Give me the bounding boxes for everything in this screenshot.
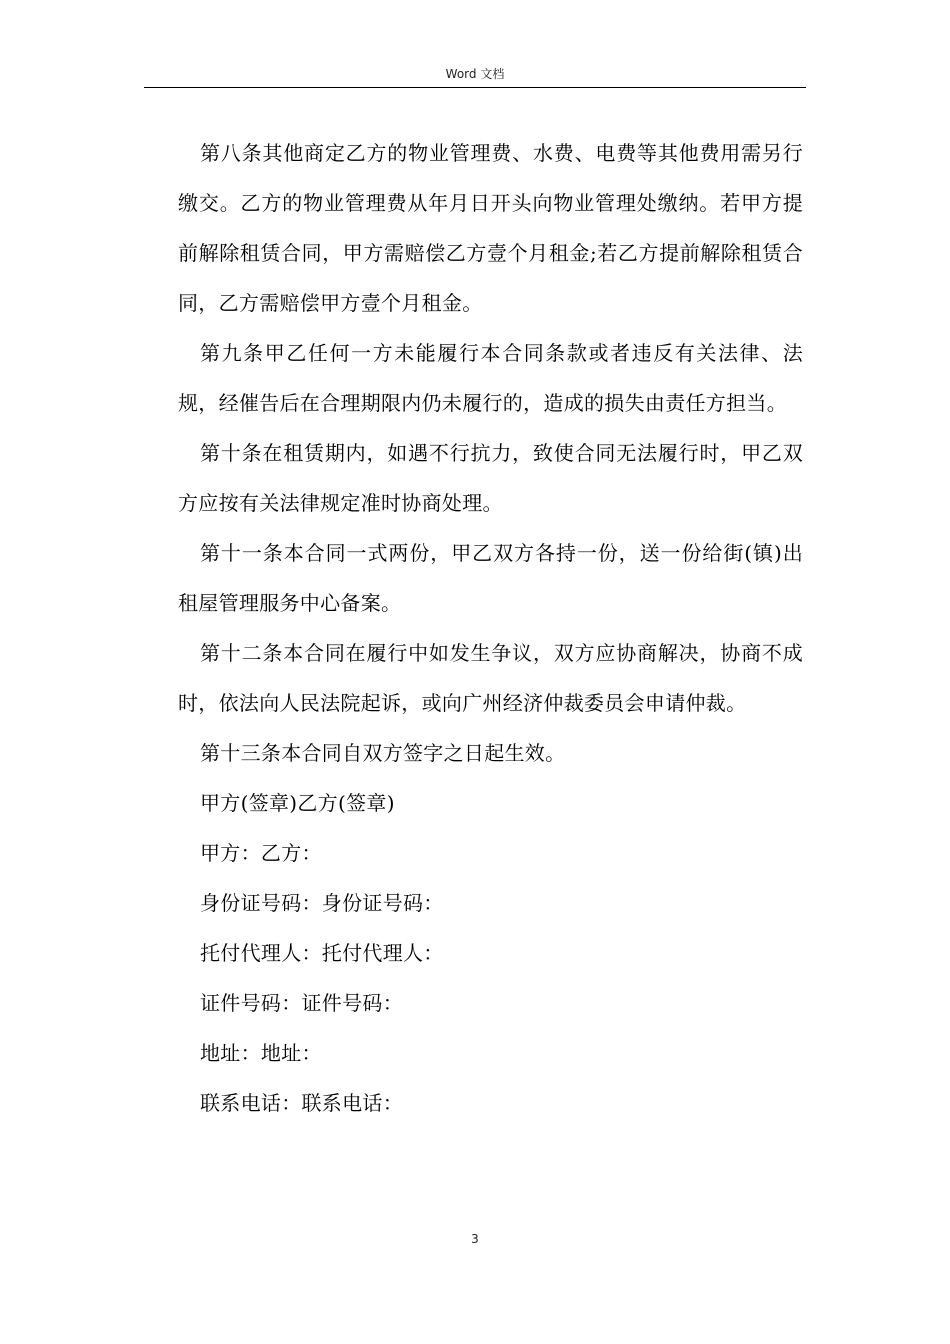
document-body [178, 128, 803, 1128]
page-number: 3 [471, 1232, 479, 1246]
page-header: Word 文档 [445, 67, 505, 81]
id-number-line: 身份证号码：身份证号码： [200, 891, 444, 915]
paragraph-article-10: 第十条在租赁期内，如遇不行抗力，致使合同无法履行时，甲乙双方应按有关法律规定准时协商处理。 [178, 441, 803, 515]
agent-line: 托付代理人：托付代理人： [200, 941, 444, 965]
certificate-number-line: 证件号码：证件号码： [200, 991, 403, 1015]
paragraph-article-11: 第十一条本合同一式两份，甲乙双方各持一份，送一份给街(镇)出租屋管理服务中心备案。 [178, 541, 803, 615]
paragraph-article-12: 第十二条本合同在履行中如发生争议，双方应协商解决，协商不成时，依法向人民法院起诉，或向广州经济仲裁委员会申请仲裁。 [178, 641, 803, 715]
paragraph-article-13: 第十三条本合同自双方签字之日起生效。 [200, 741, 566, 765]
header-divider [144, 87, 806, 88]
paragraph-article-9: 第九条甲乙任何一方未能履行本合同条款或者违反有关法律、法规，经催告后在合理期限内仍未履行的，造成的损失由责任方担当。 [178, 341, 803, 415]
address-line: 地址：地址： [200, 1041, 322, 1065]
phone-line: 联系电话：联系电话： [200, 1091, 403, 1115]
signature-line: 甲方(签章)乙方(签章) [200, 791, 395, 815]
paragraph-article-8: 第八条其他商定乙方的物业管理费、水费、电费等其他费用需另行缴交。乙方的物业管理费从年月日开头向物业管理处缴纳。若甲方提前解除租赁合同，甲方需赔偿乙方壹个月租金;若乙方提前解除租赁合同，乙方需赔偿甲方壹个月租金。 [178, 141, 803, 315]
party-names-line: 甲方：乙方： [200, 841, 322, 865]
